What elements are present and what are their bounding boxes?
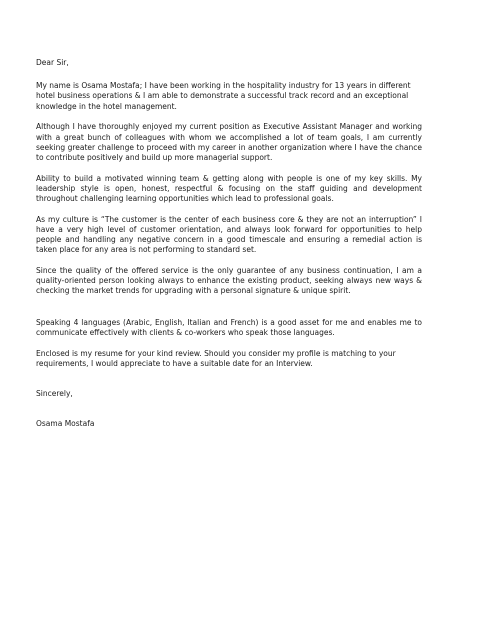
paragraph-languages: Speaking 4 languages (Arabic, English, Italian and French) is a good asset for me and enables me to communicate effectively with clients & co-workers who speak those languages. <box>36 317 422 337</box>
paragraph-customer-culture: As my culture is “The customer is the center of each business core & they are not an interruption” I have a very high level of customer orientation, and always look forward for opportunities to help people and handling any negative concern in a good timescale and ensuring a remedial action is taken place for any area is not performing to standard set. <box>36 214 422 255</box>
paragraph-current-position: Although I have thoroughly enjoyed my current position as Executive Assistant Manager and working with a great bunch of colleagues with whom we accomplished a lot of team goals, I am currently seeking greater challenge to proceed with my career in another organization where I have the chance to contribute positively and build up more managerial support. <box>36 122 422 162</box>
paragraph-quality: Since the quality of the offered service is the only guarantee of any business continuation, I am a quality-oriented person looking always to enhance the existing product, seeking always new ways & checking the market trends for upgrading with a personal signature & unique spirit. <box>36 266 422 296</box>
signature-name: Osama Mostafa <box>36 419 95 429</box>
paragraph-leadership: Ability to build a motivated winning team & getting along with people is one of my key skills. My leadership style is open, honest, respectful & focusing on the staff guiding and development throughout challenging learning opportunities which lead to professional goals. <box>36 173 422 204</box>
salutation: Dear Sir, <box>36 58 69 67</box>
cover-letter <box>36 58 422 429</box>
paragraph-introduction: My name is Osama Mostafa; I have been working in the hospitality industry for 13 years in different hotel business operations & I am able to demonstrate a successful track record and an exceptional knowledge in the hotel management. <box>36 81 411 111</box>
paragraph-resume: Enclosed is my resume for your kind review. Should you consider my profile is matching to your requirements, I would appreciate to have a suitable date for an Interview. <box>36 348 396 368</box>
closing: Sincerely, <box>36 388 73 398</box>
